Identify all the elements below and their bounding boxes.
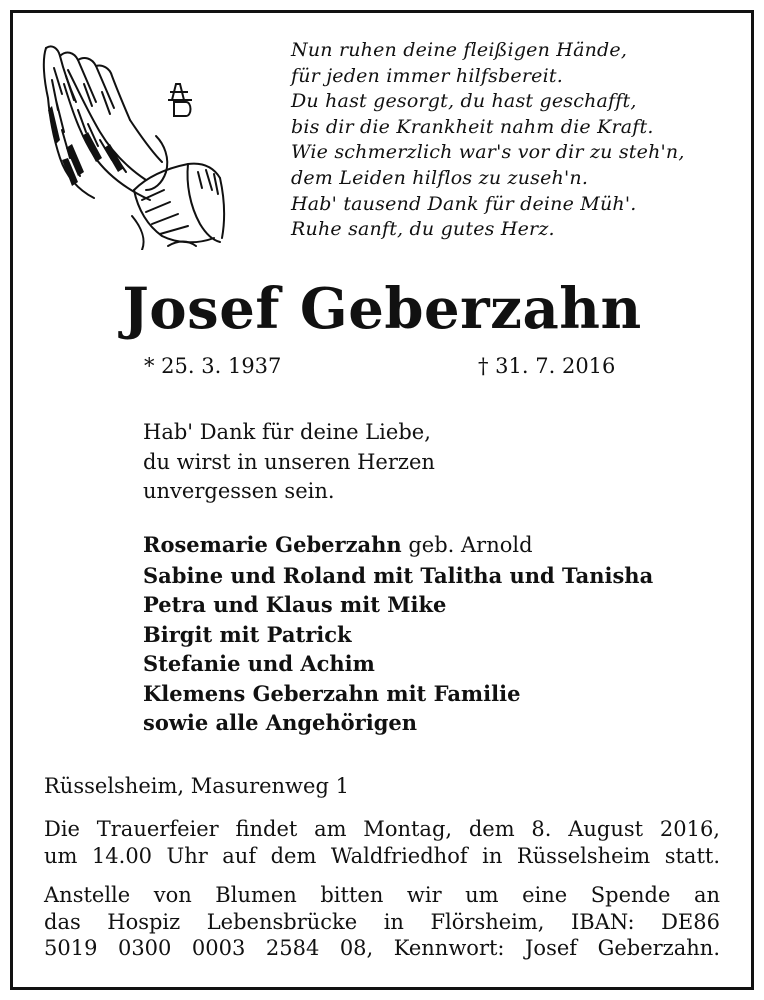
mourner-line: Sabine und Roland mit Talitha und Tanisha	[143, 562, 654, 588]
thanks-line: Hab' Dank für deine Liebe,	[143, 420, 431, 444]
mourner-name: Rosemarie Geberzahn	[143, 532, 402, 557]
poem-line: bis dir die Krankheit nahm die Kraft.	[291, 115, 654, 138]
poem-line: Ruhe sanft, du gutes Herz.	[291, 218, 555, 241]
poem-line: Wie schmerzlich war's vor dir zu steh'n,	[291, 141, 685, 164]
poem-line: dem Leiden hilflos zu zuseh'n.	[291, 166, 589, 189]
mourner-line: Klemens Geberzahn mit Familie	[143, 680, 521, 706]
mourner-line: sowie alle Angehörigen	[143, 710, 418, 735]
death-date: † 31. 7. 2016	[478, 354, 616, 378]
mourner-line: Petra und Klaus mit Mike	[143, 592, 447, 617]
poem-line: Du hast gesorgt, du hast geschafft,	[291, 90, 637, 113]
poem-line: für jeden immer hilfsbereit.	[291, 64, 563, 87]
ceremony-notice	[44, 816, 720, 869]
maiden-name: geb. Arnold	[408, 533, 533, 557]
ceremony-line: um 14.00 Uhr auf dem Waldfriedhof in Rüsselsheim statt.	[44, 843, 720, 868]
mourner-line	[143, 530, 653, 561]
thanks-verse	[143, 418, 435, 507]
mourners-list	[143, 530, 653, 738]
address: Rüsselsheim, Masurenweg 1	[44, 774, 349, 798]
ceremony-line: Die Trauerfeier findet am Montag, dem 8. August 2016,	[44, 817, 720, 841]
mourner-line: Stefanie und Achim	[143, 651, 375, 676]
thanks-line: unvergessen sein.	[143, 479, 335, 503]
deceased-name: Josef Geberzahn	[122, 276, 642, 342]
mourner-line: Birgit mit Patrick	[143, 621, 352, 647]
donation-line: Anstelle von Blumen bitten wir um eine Spende an	[44, 883, 720, 907]
birth-date: * 25. 3. 1937	[144, 354, 282, 378]
donation-line: das Hospiz Lebensbrücke in Flörsheim, IBAN: DE86	[44, 909, 720, 934]
thanks-line: du wirst in unseren Herzen	[143, 449, 435, 474]
poem-line: Hab' tausend Dank für deine Müh'.	[291, 192, 637, 215]
poem-line: Nun ruhen deine fleißigen Hände,	[291, 39, 628, 61]
donation-notice	[44, 882, 720, 962]
poem	[291, 38, 731, 243]
donation-line: 5019 0300 0003 2584 08, Kennwort: Josef Geberzahn.	[44, 936, 720, 960]
praying-hands-icon	[38, 40, 228, 250]
